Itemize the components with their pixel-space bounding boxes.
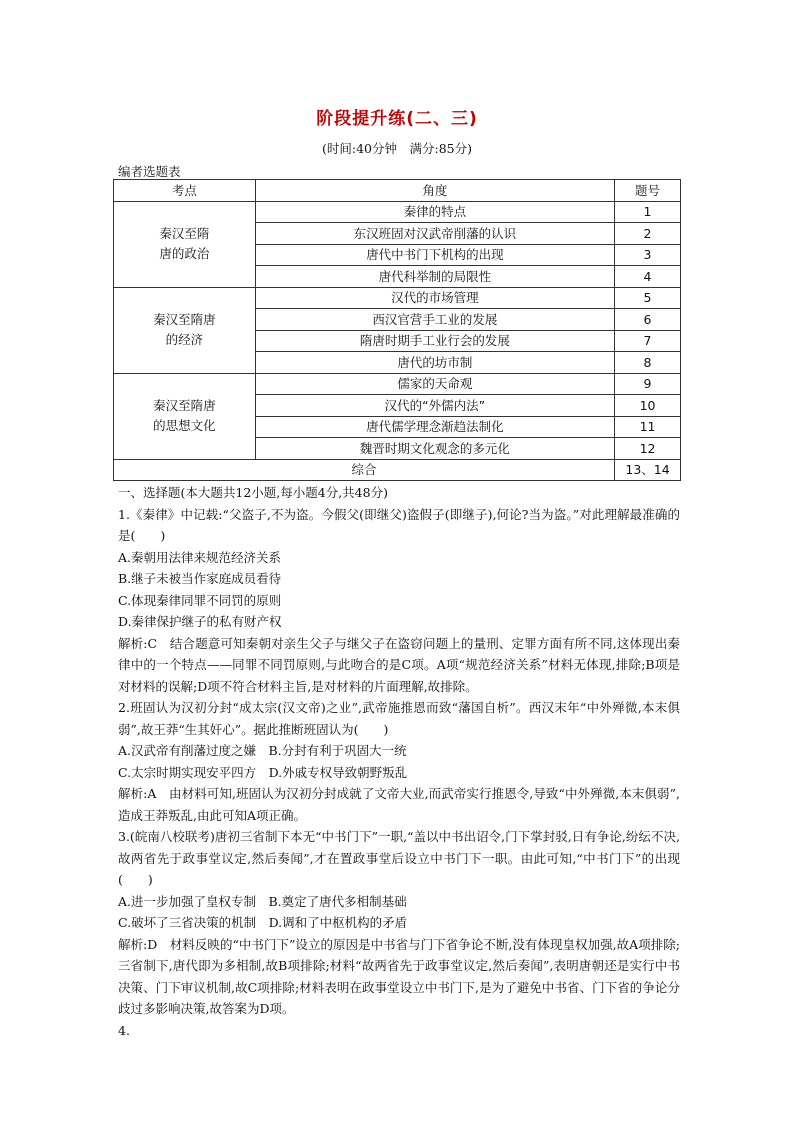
time-score-info: (时间:40分钟 满分:85分) bbox=[322, 141, 472, 156]
table-header-row bbox=[114, 180, 681, 202]
number-cell: 8 bbox=[615, 352, 681, 374]
angle-cell: 唐代的坊市制 bbox=[255, 352, 614, 374]
summary-label: 综合 bbox=[114, 459, 615, 481]
number-cell: 3 bbox=[615, 244, 681, 266]
question-stem: 1.《秦律》中记载:“父盗子,不为盗。今假父(即继父)盗假子(即继子),何论?当为盗。”对此理解最准确的是( ) bbox=[118, 506, 680, 543]
number-cell: 11 bbox=[615, 416, 681, 438]
question-selection-table bbox=[113, 179, 681, 481]
number-cell: 5 bbox=[615, 287, 681, 309]
topic-line: 秦汉至隋唐 bbox=[153, 312, 216, 327]
table-row bbox=[114, 287, 681, 309]
angle-cell: 唐代中书门下机构的出现 bbox=[255, 244, 614, 266]
explanation: 解析:A 由材料可知,班固认为汉初分封成就了文帝大业,而武帝实行推恩令,导致“中外殚微,本末俱弱”,造成王莽叛乱,由此可知A项正确。 bbox=[118, 786, 680, 823]
topic-line: 秦汉至隋唐 bbox=[153, 398, 216, 413]
table-row bbox=[114, 201, 681, 223]
answer-option: C.太宗时期实现安平四方 D.外戚专权导致朝野叛乱 bbox=[118, 764, 408, 780]
answer-option: C.破坏了三省决策的机制 D.调和了中枢机构的矛盾 bbox=[118, 915, 408, 930]
answer-option: C.体现秦律同罪不同罚的原则 bbox=[118, 592, 282, 608]
angle-cell: 秦律的特点 bbox=[255, 201, 614, 223]
answer-option: A.秦朝用法律来规范经济关系 bbox=[118, 549, 282, 565]
angle-cell: 汉代的“外儒内法” bbox=[255, 395, 614, 417]
number-cell: 4 bbox=[615, 266, 681, 288]
angle-cell: 魏晋时期文化观念的多元化 bbox=[255, 438, 614, 460]
angle-cell: 唐代儒学理念渐趋法制化 bbox=[255, 416, 614, 438]
number-cell: 9 bbox=[615, 373, 681, 395]
question-stem: 4. bbox=[118, 1022, 130, 1038]
angle-cell: 东汉班固对汉武帝削藩的认识 bbox=[255, 223, 614, 245]
table-label: 编者选题表 bbox=[118, 164, 181, 179]
topic-cell bbox=[114, 201, 256, 287]
answer-option: B.继子未被当作家庭成员看待 bbox=[118, 571, 282, 586]
number-cell: 7 bbox=[615, 330, 681, 352]
header-number: 题号 bbox=[615, 180, 681, 202]
number-cell: 12 bbox=[615, 438, 681, 460]
question-stem: 2.班固认为汉初分封“成太宗(汉文帝)之业”,武帝施推恩而致“藩国自析”。西汉末年“中外殚微,本末俱弱”,故王莽“生其奸心”。据此推断班固认为( ) bbox=[118, 700, 680, 737]
angle-cell: 唐代科举制的局限性 bbox=[255, 266, 614, 288]
angle-cell: 汉代的市场管理 bbox=[255, 287, 614, 309]
question-stem: 3.(皖南八校联考)唐初三省制下本无“中书门下”一职,“盖以中书出诏令,门下掌封驳,日有争论,纷纭不决,故两省先于政事堂议定,然后奏闻”,才在置政事堂后设立中书门下一职。由此可知,“中书门下”的出现( ) bbox=[118, 829, 680, 887]
questions-content bbox=[118, 482, 680, 1041]
header-topic: 考点 bbox=[114, 180, 256, 202]
header-angle: 角度 bbox=[255, 180, 614, 202]
explanation: 解析:C 结合题意可知秦朝对亲生父子与继父子在盗窃问题上的量刑、定罪方面有所不同,这体现出秦律中的一个特点——同罪不同罚原则,与此吻合的是C项。A项“规范经济关系”材料无体现,排除;B项是对材料的误解;D项不符合材料主旨,是对材料的片面理解,故排除。 bbox=[118, 635, 680, 694]
topic-line: 唐的政治 bbox=[159, 246, 210, 261]
topic-line: 秦汉至隋 bbox=[159, 226, 210, 241]
number-cell: 2 bbox=[615, 223, 681, 245]
angle-cell: 西汉官营手工业的发展 bbox=[255, 309, 614, 331]
answer-option: A.汉武帝有削藩过度之嫌 B.分封有利于巩固大一统 bbox=[118, 743, 407, 758]
answer-option: D.秦律保护继子的私有财产权 bbox=[118, 614, 282, 629]
table-row bbox=[114, 373, 681, 395]
angle-cell: 儒家的天命观 bbox=[255, 373, 614, 395]
topic-line: 的经济 bbox=[165, 332, 204, 347]
topic-line: 的思想文化 bbox=[153, 418, 216, 433]
summary-row bbox=[114, 459, 681, 481]
summary-number: 13、14 bbox=[615, 459, 681, 481]
answer-option: A.进一步加强了皇权专制 B.奠定了唐代多相制基础 bbox=[118, 893, 407, 909]
topic-cell bbox=[114, 287, 256, 373]
page-title: 阶段提升练(二、三) bbox=[316, 109, 478, 129]
number-cell: 1 bbox=[615, 201, 681, 223]
number-cell: 10 bbox=[615, 395, 681, 417]
section-heading: 一、选择题(本大题共12小题,每小题4分,共48分) bbox=[118, 485, 388, 500]
angle-cell: 隋唐时期手工业行会的发展 bbox=[255, 330, 614, 352]
explanation: 解析:D 材料反映的“中书门下”设立的原因是中书省与门下省争论不断,没有体现皇权加强,故A项排除;三省制下,唐代即为多相制,故B项排除;材料“故两省先于政事堂议定,然后奏闻”,表明唐朝还是实行中书决策、门下审议机制,故C项排除;材料表明在政事堂设立中书门下,是为了避免中书省、门下省的争论分歧过多影响决策,故答案为D项。 bbox=[118, 936, 680, 1016]
number-cell: 6 bbox=[615, 309, 681, 331]
topic-cell bbox=[114, 373, 256, 459]
